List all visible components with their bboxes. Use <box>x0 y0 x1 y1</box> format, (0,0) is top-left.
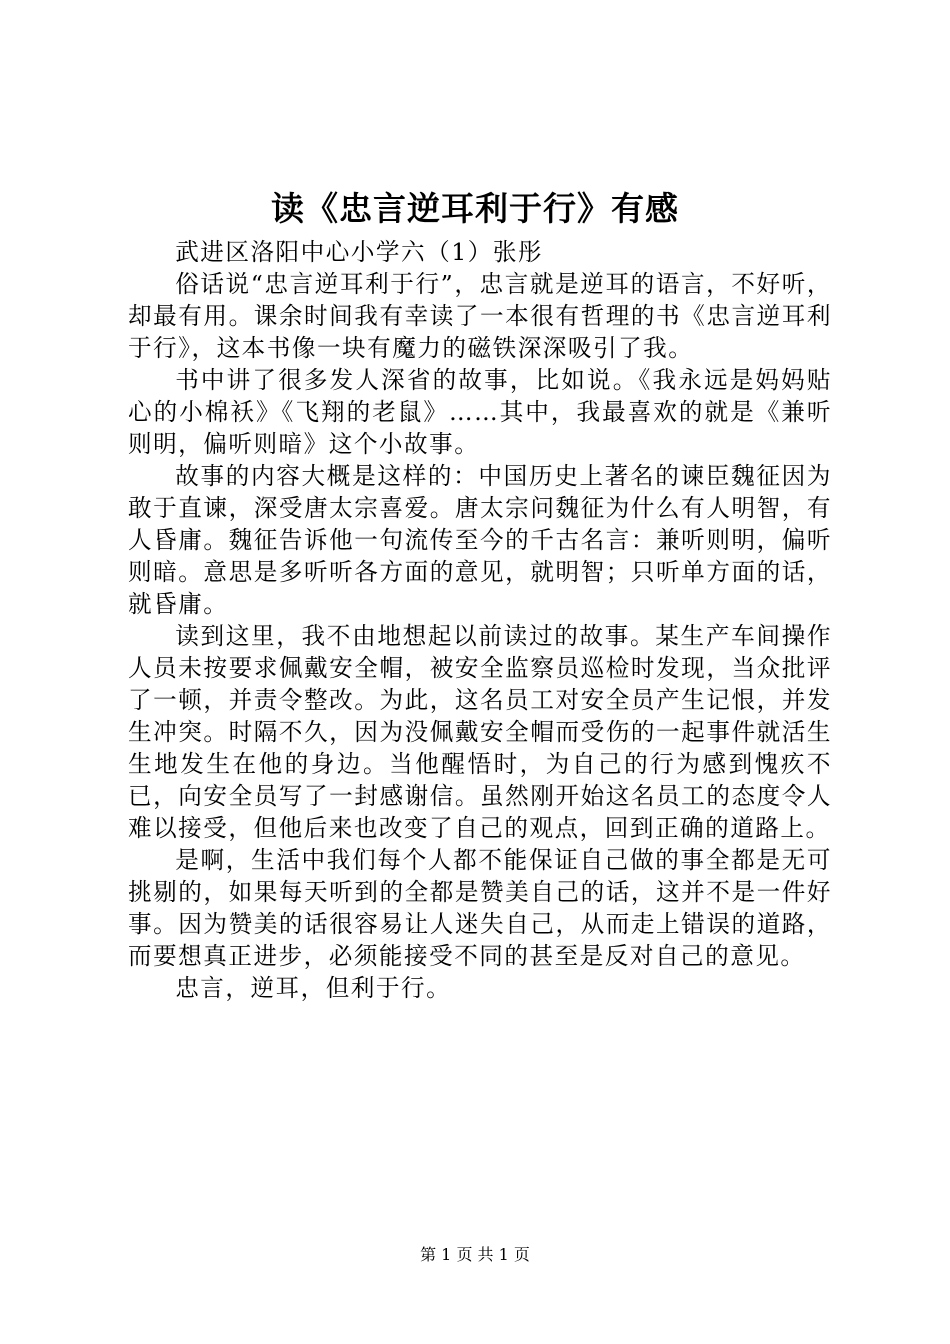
paragraph: 书中讲了很多发人深省的故事，比如说。《我永远是妈妈贴心的小棉袄》《飞翔的老鼠》……其中，我最喜欢的就是《兼听则明，偏听则暗》这个小故事。 <box>128 366 832 458</box>
paragraph: 忠言，逆耳，但利于行。 <box>175 974 452 1002</box>
document-title: 读《忠言逆耳利于行》有感 <box>271 189 679 228</box>
page-footer: 第 1 页 共 1 页 <box>420 1245 530 1264</box>
document-body <box>128 236 832 1004</box>
paragraph: 读到这里，我不由地想起以前读过的故事。某生产车间操作人员未按要求佩戴安全帽，被安全监察员巡检时发现，当众批评了一顿，并责令整改。为此，这名员工对安全员产生记恨，并发生冲突。时隔不久，因为没佩戴安全帽而受伤的一起事件就活生生地发生在他的身边。当他醒悟时，为自己的行为感到愧疚不已，向安全员写了一封感谢信。虽然刚开始这名员工的态度令人难以接受，但他后来也改变了自己的观点，回到正确的道路上。 <box>128 622 832 842</box>
paragraph: 是啊，生活中我们每个人都不能保证自己做的事全都是无可挑剔的，如果每天听到的全都是赞美自己的话，这并不是一件好事。因为赞美的话很容易让人迷失自己，从而走上错误的道路，而要想真正进步，必须能接受不同的甚至是反对自己的意见。 <box>128 846 832 970</box>
paragraph: 俗话说“忠言逆耳利于行”，忠言就是逆耳的语言，不好听，却最有用。课余时间我有幸读了一本很有哲理的书《忠言逆耳利于行》，这本书像一块有魔力的磁铁深深吸引了我。 <box>128 270 832 362</box>
paragraph: 故事的内容大概是这样的：中国历史上著名的谏臣魏征因为敢于直谏，深受唐太宗喜爱。唐太宗问魏征为什么有人明智，有人昏庸。魏征告诉他一句流传至今的千古名言：兼听则明，偏听则暗。意思是多听听各方面的意见，就明智；只听单方面的话，就昏庸。 <box>128 462 832 618</box>
byline: 武进区洛阳中心小学六（1）张彤 <box>175 238 544 266</box>
